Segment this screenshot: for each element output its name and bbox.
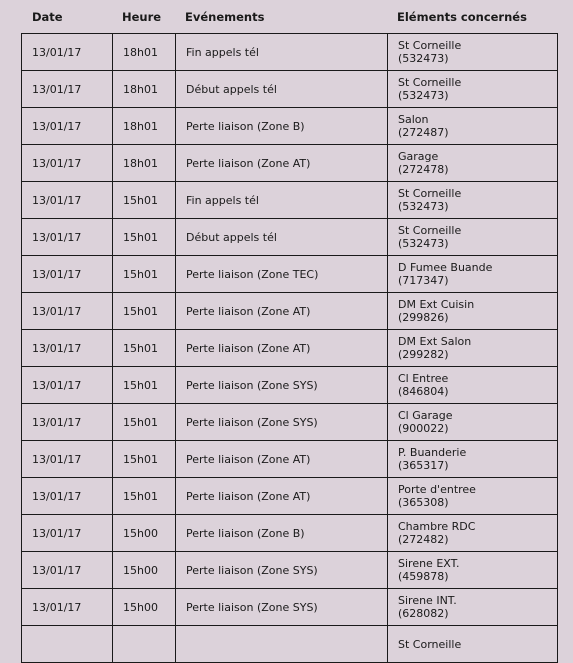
cell-element [388,293,558,330]
cell-evenement: Perte liaison (Zone AT) [176,293,388,330]
element-code: (272482) [398,533,449,546]
table-row[interactable] [22,256,558,293]
cell-element [388,367,558,404]
cell-date: 13/01/17 [22,404,113,441]
cell-date: 13/01/17 [22,589,113,626]
cell-element [388,441,558,478]
cell-heure: 15h01 [113,256,176,293]
cell-heure: 15h00 [113,552,176,589]
element-name: Garage [398,150,439,163]
event-table [21,33,558,663]
table-row[interactable] [22,71,558,108]
cell-evenement: Perte liaison (Zone B) [176,108,388,145]
cell-heure: 15h01 [113,219,176,256]
table-row[interactable] [22,367,558,404]
cell-evenement [176,626,388,663]
cell-date: 13/01/17 [22,441,113,478]
cell-heure [113,626,176,663]
element-name: DM Ext Salon [398,335,472,348]
cell-heure: 15h00 [113,589,176,626]
cell-date: 13/01/17 [22,293,113,330]
element-name: Cl Garage [398,409,453,422]
element-name: St Corneille [398,224,462,237]
cell-evenement: Fin appels tél [176,182,388,219]
element-code: (532473) [398,237,449,250]
column-header-elements[interactable]: Eléments concernés [397,10,527,24]
element-name: Porte d'entree [398,483,476,496]
element-code: (900022) [398,422,449,435]
table-row[interactable] [22,34,558,71]
element-code: (717347) [398,274,449,287]
cell-element [388,219,558,256]
cell-heure: 18h01 [113,71,176,108]
cell-date: 13/01/17 [22,552,113,589]
cell-evenement: Perte liaison (Zone AT) [176,478,388,515]
cell-element [388,34,558,71]
element-name: Salon [398,113,429,126]
element-code: (299282) [398,348,449,361]
table-header [0,0,573,33]
element-code: (365317) [398,459,449,472]
element-code: (459878) [398,570,449,583]
cell-heure: 15h01 [113,182,176,219]
cell-element [388,256,558,293]
event-table-body [22,34,558,663]
cell-heure: 15h01 [113,404,176,441]
cell-heure: 15h01 [113,478,176,515]
cell-date: 13/01/17 [22,515,113,552]
cell-evenement: Perte liaison (Zone SYS) [176,404,388,441]
cell-evenement: Début appels tél [176,71,388,108]
table-row[interactable] [22,182,558,219]
cell-heure: 18h01 [113,145,176,182]
element-name: Sirene EXT. [398,557,460,570]
cell-element [388,515,558,552]
table-row[interactable] [22,589,558,626]
cell-element [388,71,558,108]
element-code: (532473) [398,89,449,102]
cell-heure: 15h01 [113,293,176,330]
cell-evenement: Fin appels tél [176,34,388,71]
cell-evenement: Perte liaison (Zone AT) [176,145,388,182]
element-name: P. Buanderie [398,446,467,459]
cell-date: 13/01/17 [22,478,113,515]
cell-element [388,404,558,441]
element-name: Sirene INT. [398,594,457,607]
element-code: (532473) [398,52,449,65]
cell-evenement: Perte liaison (Zone AT) [176,330,388,367]
element-code: (272487) [398,126,449,139]
cell-date: 13/01/17 [22,108,113,145]
element-name: Chambre RDC [398,520,476,533]
cell-element [388,626,558,663]
element-code: (299826) [398,311,449,324]
column-header-evenements[interactable]: Evénements [185,10,265,24]
cell-heure: 15h00 [113,515,176,552]
cell-date: 13/01/17 [22,256,113,293]
cell-evenement: Perte liaison (Zone SYS) [176,589,388,626]
element-code: (272478) [398,163,449,176]
cell-date: 13/01/17 [22,34,113,71]
cell-date [22,626,113,663]
cell-element [388,478,558,515]
table-row[interactable] [22,626,558,663]
cell-element [388,108,558,145]
cell-evenement: Début appels tél [176,219,388,256]
cell-heure: 15h01 [113,330,176,367]
cell-evenement: Perte liaison (Zone SYS) [176,367,388,404]
cell-evenement: Perte liaison (Zone AT) [176,441,388,478]
table-row[interactable] [22,441,558,478]
cell-heure: 15h01 [113,441,176,478]
cell-date: 13/01/17 [22,182,113,219]
element-code: (628082) [398,607,449,620]
cell-evenement: Perte liaison (Zone SYS) [176,552,388,589]
cell-heure: 18h01 [113,34,176,71]
table-row[interactable] [22,330,558,367]
cell-evenement: Perte liaison (Zone TEC) [176,256,388,293]
cell-date: 13/01/17 [22,330,113,367]
cell-heure: 18h01 [113,108,176,145]
table-row[interactable] [22,145,558,182]
table-row[interactable] [22,515,558,552]
element-code: (532473) [398,200,449,213]
element-name: Cl Entree [398,372,449,385]
cell-date: 13/01/17 [22,367,113,404]
element-name: St Corneille [398,39,462,52]
column-header-heure[interactable]: Heure [122,10,162,24]
cell-element [388,589,558,626]
cell-element [388,182,558,219]
element-name: St Corneille [398,76,462,89]
table-row[interactable] [22,219,558,256]
element-code: (365308) [398,496,449,509]
cell-element [388,145,558,182]
cell-date: 13/01/17 [22,219,113,256]
element-code: (846804) [398,385,449,398]
cell-date: 13/01/17 [22,145,113,182]
cell-evenement: Perte liaison (Zone B) [176,515,388,552]
table-row[interactable] [22,478,558,515]
cell-heure: 15h01 [113,367,176,404]
element-name: DM Ext Cuisin [398,298,475,311]
table-row[interactable] [22,552,558,589]
cell-element [388,552,558,589]
element-name: D Fumee Buande [398,261,493,274]
table-row[interactable] [22,293,558,330]
table-row[interactable] [22,404,558,441]
cell-date: 13/01/17 [22,71,113,108]
table-row[interactable] [22,108,558,145]
element-name: St Corneille [398,187,462,200]
column-header-date[interactable]: Date [32,10,63,24]
element-name: St Corneille [398,637,462,651]
cell-element [388,330,558,367]
